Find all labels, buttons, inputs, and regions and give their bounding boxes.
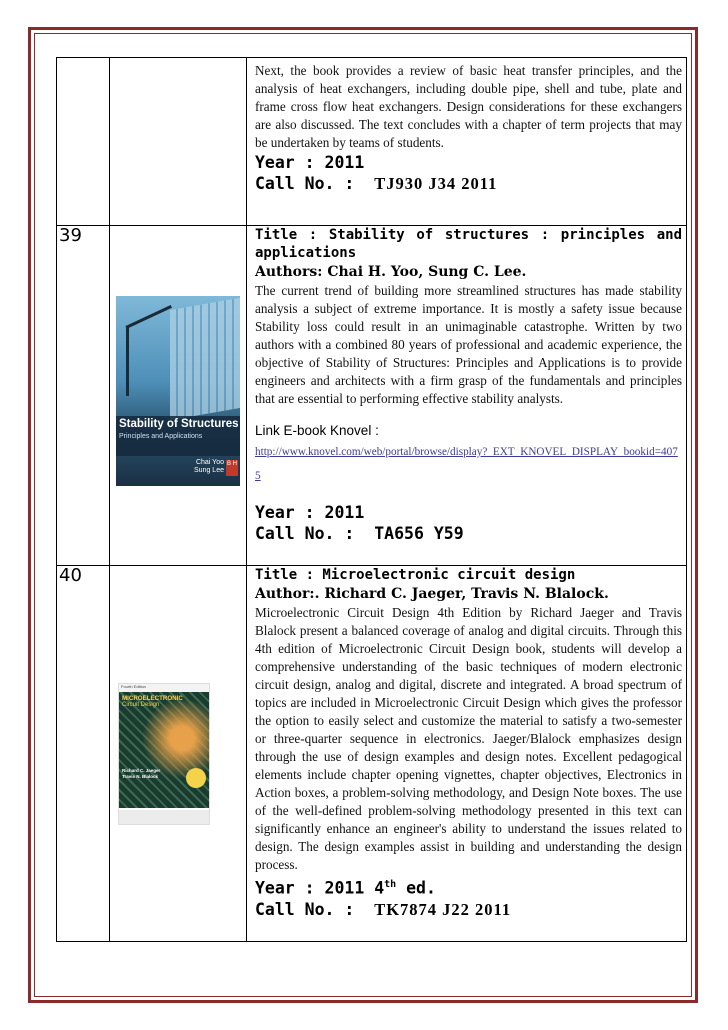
cover-subtitle: Circuit Design (122, 702, 160, 708)
details-cell (247, 58, 687, 226)
cover-authors: Richard C. Jaeger Travis N. Blalock (122, 768, 161, 779)
call-number-value: TA656 Y59 (374, 524, 464, 543)
cover-badge (186, 768, 206, 788)
cover-crane-graphic (126, 326, 129, 396)
cover-subtitle: Principles and Applications (119, 433, 203, 440)
call-number-value: TK7874 J22 2011 (374, 899, 512, 919)
cover-cell (110, 566, 247, 942)
cover-cell (110, 226, 247, 566)
book-year: Year : 2011 4th ed. (255, 878, 436, 898)
book-authors: Author:. Richard C. Jaeger, Travis N. Blalock. (255, 586, 609, 602)
cover-crane-arm-graphic (125, 305, 172, 329)
ebook-link[interactable]: http://www.knovel.com/web/portal/browse/display?_EXT_KNOVEL_DISPLAY_bookid=4075 (255, 446, 678, 482)
cover-footer (119, 810, 209, 824)
row-number: 39 (59, 225, 82, 246)
book-description: Next, the book provides a review of basic heat transfer principles, and the analysis of heat exchangers, including double pipe, shell and tube, plate and frame cross flow heat exchangers. Design considerations for these exchangers are also discussed. The text concludes with a chapter of term projects that may be undertaken by teams of students. (255, 63, 682, 150)
book-title: Title : Microelectronic circuit design (255, 567, 576, 583)
book-authors: Authors: Chai H. Yoo, Sung C. Lee. (255, 264, 527, 280)
cover-building-graphic (170, 298, 240, 420)
row-number: 40 (59, 565, 82, 586)
details-cell (247, 226, 687, 566)
call-number-value: TJ930 J34 2011 (374, 174, 498, 193)
details-cell (247, 566, 687, 942)
cover-title: Stability of Structures (119, 418, 239, 430)
call-number-label: Call No. : (255, 524, 355, 543)
row-number-cell (57, 566, 110, 942)
row-number-cell (57, 58, 110, 226)
call-number-label: Call No. : (255, 174, 355, 193)
book-title: Title : Stability of structures : principles and applications (255, 227, 682, 261)
book-catalog-table (56, 57, 687, 942)
book-year: Year : 2011 (255, 503, 365, 522)
cover-title: MICROELECTRONIC (122, 695, 183, 702)
table-row (57, 226, 687, 566)
table-row (57, 566, 687, 942)
table-row (57, 58, 687, 226)
book-cover-microelectronic-circuit-design (118, 683, 210, 825)
cover-edition: Fourth Edition (119, 684, 209, 692)
book-description: Microelectronic Circuit Design 4th Edition by Richard Jaeger and Travis Blalock present a balanced coverage of analog and digital circuits. Through this 4th edition of Microelectronic Circuit Design book, students will develop a comprehensive understanding of the basic techniques of modern electronic circuit design, analog and digital, discrete and integrated. A broad spectrum of topics are included in Microelectronic Circuit Design which gives the professor the option to easily select and customize the material to satisfy a two-semester or three-quarter sequence in electronics. Jaeger/Blalock emphasizes design through the use of design examples and design notes. Excellent pedagogical elements include chapter opening vignettes, chapter objectives, Electronics in Action boxes, a problem-solving methodology, and Design Note boxes. The use of the well-defined problem-solving methodology presented in this text can significantly enhance an engineer's ability to understand the issues related to design. The design examples assist in building and understanding the design process. (255, 605, 682, 872)
book-year: Year : 2011 (255, 153, 365, 172)
cover-cell (110, 58, 247, 226)
call-number (255, 899, 682, 920)
book-cover-stability-of-structures (116, 296, 240, 486)
call-number (255, 523, 682, 544)
call-number (255, 173, 682, 194)
ebook-link-label: Link E-book Knovel : (255, 423, 379, 438)
cover-authors: Chai Yoo Sung Lee (194, 459, 224, 474)
call-number-label: Call No. : (255, 899, 355, 919)
cover-circuit-graphic (119, 692, 209, 808)
row-number-cell (57, 226, 110, 566)
publisher-logo: B H (226, 460, 238, 476)
book-description: The current trend of building more streamlined structures has made stability analysis a subject of extreme importance. It is mostly a safety issue because Stability loss could result in an unimaginable catastrophe. Written by two authors with a combined 80 years of professional and academic experience, the objective of Stability of Structures: Principles and Applications is to provide engineers and architects with a firm grasp of the fundamentals and principles that are essential to performing effective stability analysts. (255, 283, 682, 406)
